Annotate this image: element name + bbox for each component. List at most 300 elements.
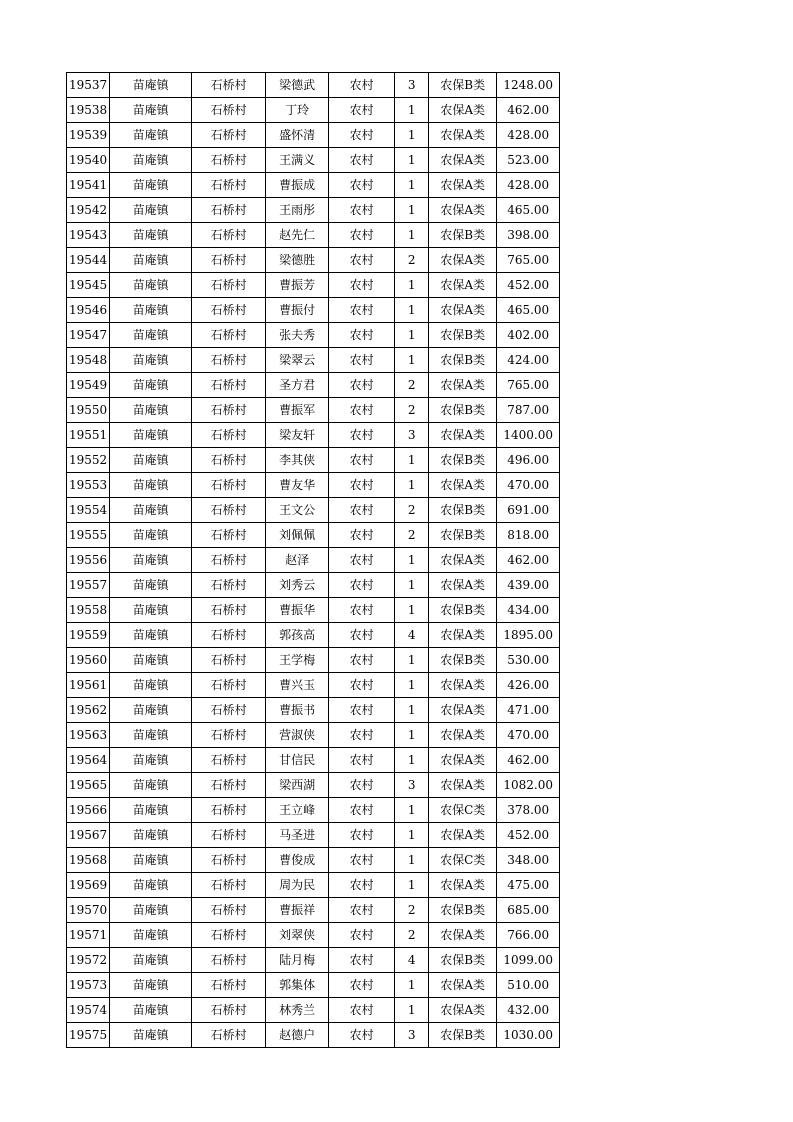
member-count-cell: 1: [395, 873, 429, 898]
table-row: [67, 73, 560, 98]
category-cell: 农保B类: [429, 1023, 497, 1048]
record-id-cell: 19559: [67, 623, 110, 648]
town-cell: 苗庵镇: [110, 823, 192, 848]
category-cell: 农保B类: [429, 348, 497, 373]
record-id-cell: 19550: [67, 398, 110, 423]
table-row: [67, 248, 560, 273]
amount-cell: 462.00: [497, 98, 560, 123]
household-type-cell: 农村: [329, 148, 395, 173]
household-type-cell: 农村: [329, 923, 395, 948]
town-cell: 苗庵镇: [110, 373, 192, 398]
town-cell: 苗庵镇: [110, 523, 192, 548]
household-type-cell: 农村: [329, 648, 395, 673]
household-type-cell: 农村: [329, 498, 395, 523]
name-cell: 刘翠侠: [266, 923, 329, 948]
table-body: [67, 73, 560, 1048]
village-cell: 石桥村: [192, 1023, 266, 1048]
member-count-cell: 1: [395, 223, 429, 248]
name-cell: 圣方君: [266, 373, 329, 398]
name-cell: 曹振军: [266, 398, 329, 423]
table-row: [67, 623, 560, 648]
amount-cell: 471.00: [497, 698, 560, 723]
household-type-cell: 农村: [329, 948, 395, 973]
household-type-cell: 农村: [329, 573, 395, 598]
name-cell: 赵德户: [266, 1023, 329, 1048]
village-cell: 石桥村: [192, 773, 266, 798]
category-cell: 农保A类: [429, 548, 497, 573]
village-cell: 石桥村: [192, 898, 266, 923]
amount-cell: 402.00: [497, 323, 560, 348]
table-row: [67, 198, 560, 223]
village-cell: 石桥村: [192, 348, 266, 373]
town-cell: 苗庵镇: [110, 948, 192, 973]
category-cell: 农保A类: [429, 423, 497, 448]
name-cell: 王立峰: [266, 798, 329, 823]
table-row: [67, 223, 560, 248]
village-cell: 石桥村: [192, 198, 266, 223]
household-type-cell: 农村: [329, 998, 395, 1023]
town-cell: 苗庵镇: [110, 73, 192, 98]
village-cell: 石桥村: [192, 598, 266, 623]
household-type-cell: 农村: [329, 248, 395, 273]
name-cell: 梁翠云: [266, 348, 329, 373]
record-id-cell: 19551: [67, 423, 110, 448]
town-cell: 苗庵镇: [110, 498, 192, 523]
member-count-cell: 1: [395, 98, 429, 123]
name-cell: 周为民: [266, 873, 329, 898]
amount-cell: 434.00: [497, 598, 560, 623]
record-id-cell: 19549: [67, 373, 110, 398]
name-cell: 梁西湖: [266, 773, 329, 798]
record-id-cell: 19543: [67, 223, 110, 248]
village-cell: 石桥村: [192, 473, 266, 498]
town-cell: 苗庵镇: [110, 98, 192, 123]
record-id-cell: 19574: [67, 998, 110, 1023]
table-row: [67, 673, 560, 698]
village-cell: 石桥村: [192, 698, 266, 723]
table-row: [67, 423, 560, 448]
household-type-cell: 农村: [329, 873, 395, 898]
name-cell: 赵先仁: [266, 223, 329, 248]
town-cell: 苗庵镇: [110, 998, 192, 1023]
village-cell: 石桥村: [192, 548, 266, 573]
amount-cell: 1082.00: [497, 773, 560, 798]
record-id-cell: 19542: [67, 198, 110, 223]
category-cell: 农保A类: [429, 573, 497, 598]
table-row: [67, 948, 560, 973]
member-count-cell: 1: [395, 723, 429, 748]
household-type-cell: 农村: [329, 673, 395, 698]
table-row: [67, 748, 560, 773]
member-count-cell: 1: [395, 123, 429, 148]
town-cell: 苗庵镇: [110, 648, 192, 673]
town-cell: 苗庵镇: [110, 148, 192, 173]
name-cell: 张夫秀: [266, 323, 329, 348]
table-row: [67, 698, 560, 723]
name-cell: 王文公: [266, 498, 329, 523]
name-cell: 梁德武: [266, 73, 329, 98]
amount-cell: 685.00: [497, 898, 560, 923]
village-cell: 石桥村: [192, 273, 266, 298]
table-row: [67, 523, 560, 548]
record-id-cell: 19541: [67, 173, 110, 198]
member-count-cell: 1: [395, 598, 429, 623]
member-count-cell: 2: [395, 898, 429, 923]
town-cell: 苗庵镇: [110, 323, 192, 348]
town-cell: 苗庵镇: [110, 623, 192, 648]
member-count-cell: 2: [395, 523, 429, 548]
household-type-cell: 农村: [329, 798, 395, 823]
name-cell: 林秀兰: [266, 998, 329, 1023]
category-cell: 农保A类: [429, 673, 497, 698]
amount-cell: 462.00: [497, 748, 560, 773]
village-cell: 石桥村: [192, 123, 266, 148]
amount-cell: 510.00: [497, 973, 560, 998]
household-type-cell: 农村: [329, 173, 395, 198]
category-cell: 农保B类: [429, 898, 497, 923]
town-cell: 苗庵镇: [110, 923, 192, 948]
town-cell: 苗庵镇: [110, 398, 192, 423]
household-type-cell: 农村: [329, 548, 395, 573]
table-row: [67, 873, 560, 898]
table-row: [67, 173, 560, 198]
category-cell: 农保B类: [429, 598, 497, 623]
name-cell: 曹振成: [266, 173, 329, 198]
record-id-cell: 19556: [67, 548, 110, 573]
amount-cell: 496.00: [497, 448, 560, 473]
amount-cell: 787.00: [497, 398, 560, 423]
village-cell: 石桥村: [192, 798, 266, 823]
amount-cell: 470.00: [497, 723, 560, 748]
category-cell: 农保A类: [429, 823, 497, 848]
household-type-cell: 农村: [329, 373, 395, 398]
household-type-cell: 农村: [329, 473, 395, 498]
household-type-cell: 农村: [329, 123, 395, 148]
record-id-cell: 19546: [67, 298, 110, 323]
village-cell: 石桥村: [192, 873, 266, 898]
town-cell: 苗庵镇: [110, 273, 192, 298]
category-cell: 农保A类: [429, 373, 497, 398]
member-count-cell: 2: [395, 398, 429, 423]
amount-cell: 765.00: [497, 373, 560, 398]
table-row: [67, 573, 560, 598]
member-count-cell: 1: [395, 848, 429, 873]
amount-cell: 523.00: [497, 148, 560, 173]
category-cell: 农保A类: [429, 173, 497, 198]
name-cell: 王雨彤: [266, 198, 329, 223]
household-type-cell: 农村: [329, 898, 395, 923]
table-row: [67, 123, 560, 148]
table-row: [67, 473, 560, 498]
household-type-cell: 农村: [329, 523, 395, 548]
record-id-cell: 19558: [67, 598, 110, 623]
category-cell: 农保A类: [429, 698, 497, 723]
record-id-cell: 19568: [67, 848, 110, 873]
amount-cell: 691.00: [497, 498, 560, 523]
village-cell: 石桥村: [192, 848, 266, 873]
member-count-cell: 2: [395, 498, 429, 523]
data-table: [66, 72, 560, 1048]
household-type-cell: 农村: [329, 323, 395, 348]
household-type-cell: 农村: [329, 973, 395, 998]
member-count-cell: 1: [395, 673, 429, 698]
record-id-cell: 19575: [67, 1023, 110, 1048]
household-type-cell: 农村: [329, 298, 395, 323]
town-cell: 苗庵镇: [110, 898, 192, 923]
name-cell: 郭孩高: [266, 623, 329, 648]
name-cell: 营淑侠: [266, 723, 329, 748]
member-count-cell: 1: [395, 698, 429, 723]
town-cell: 苗庵镇: [110, 873, 192, 898]
household-type-cell: 农村: [329, 423, 395, 448]
table-row: [67, 398, 560, 423]
amount-cell: 765.00: [497, 248, 560, 273]
category-cell: 农保A类: [429, 248, 497, 273]
category-cell: 农保B类: [429, 448, 497, 473]
member-count-cell: 1: [395, 473, 429, 498]
category-cell: 农保A类: [429, 923, 497, 948]
town-cell: 苗庵镇: [110, 848, 192, 873]
record-id-cell: 19537: [67, 73, 110, 98]
name-cell: 盛怀清: [266, 123, 329, 148]
table-row: [67, 773, 560, 798]
amount-cell: 378.00: [497, 798, 560, 823]
category-cell: 农保A类: [429, 623, 497, 648]
category-cell: 农保B类: [429, 223, 497, 248]
member-count-cell: 3: [395, 773, 429, 798]
member-count-cell: 1: [395, 298, 429, 323]
record-id-cell: 19544: [67, 248, 110, 273]
town-cell: 苗庵镇: [110, 1023, 192, 1048]
village-cell: 石桥村: [192, 973, 266, 998]
table-row: [67, 323, 560, 348]
member-count-cell: 4: [395, 623, 429, 648]
town-cell: 苗庵镇: [110, 573, 192, 598]
table-row: [67, 498, 560, 523]
member-count-cell: 1: [395, 173, 429, 198]
name-cell: 梁德胜: [266, 248, 329, 273]
village-cell: 石桥村: [192, 323, 266, 348]
record-id-cell: 19565: [67, 773, 110, 798]
table-row: [67, 98, 560, 123]
category-cell: 农保B类: [429, 398, 497, 423]
village-cell: 石桥村: [192, 223, 266, 248]
town-cell: 苗庵镇: [110, 123, 192, 148]
category-cell: 农保A类: [429, 298, 497, 323]
name-cell: 曹振芳: [266, 273, 329, 298]
town-cell: 苗庵镇: [110, 723, 192, 748]
amount-cell: 1400.00: [497, 423, 560, 448]
household-type-cell: 农村: [329, 723, 395, 748]
household-type-cell: 农村: [329, 773, 395, 798]
category-cell: 农保B类: [429, 948, 497, 973]
town-cell: 苗庵镇: [110, 473, 192, 498]
member-count-cell: 1: [395, 548, 429, 573]
name-cell: 郭集体: [266, 973, 329, 998]
village-cell: 石桥村: [192, 398, 266, 423]
name-cell: 曹振祥: [266, 898, 329, 923]
category-cell: 农保B类: [429, 73, 497, 98]
town-cell: 苗庵镇: [110, 198, 192, 223]
record-id-cell: 19555: [67, 523, 110, 548]
member-count-cell: 1: [395, 198, 429, 223]
village-cell: 石桥村: [192, 248, 266, 273]
amount-cell: 1099.00: [497, 948, 560, 973]
name-cell: 梁友轩: [266, 423, 329, 448]
village-cell: 石桥村: [192, 648, 266, 673]
category-cell: 农保B类: [429, 323, 497, 348]
amount-cell: 1030.00: [497, 1023, 560, 1048]
village-cell: 石桥村: [192, 823, 266, 848]
category-cell: 农保A类: [429, 748, 497, 773]
member-count-cell: 1: [395, 648, 429, 673]
village-cell: 石桥村: [192, 723, 266, 748]
village-cell: 石桥村: [192, 923, 266, 948]
name-cell: 刘佩佩: [266, 523, 329, 548]
town-cell: 苗庵镇: [110, 673, 192, 698]
town-cell: 苗庵镇: [110, 748, 192, 773]
village-cell: 石桥村: [192, 73, 266, 98]
record-id-cell: 19566: [67, 798, 110, 823]
name-cell: 李其侠: [266, 448, 329, 473]
record-id-cell: 19572: [67, 948, 110, 973]
village-cell: 石桥村: [192, 748, 266, 773]
table-row: [67, 998, 560, 1023]
name-cell: 曹友华: [266, 473, 329, 498]
category-cell: 农保A类: [429, 873, 497, 898]
town-cell: 苗庵镇: [110, 798, 192, 823]
category-cell: 农保A类: [429, 273, 497, 298]
table-row: [67, 798, 560, 823]
table-row: [67, 823, 560, 848]
record-id-cell: 19548: [67, 348, 110, 373]
record-id-cell: 19570: [67, 898, 110, 923]
name-cell: 王满义: [266, 148, 329, 173]
amount-cell: 1248.00: [497, 73, 560, 98]
town-cell: 苗庵镇: [110, 348, 192, 373]
town-cell: 苗庵镇: [110, 448, 192, 473]
member-count-cell: 1: [395, 348, 429, 373]
amount-cell: 348.00: [497, 848, 560, 873]
record-id-cell: 19540: [67, 148, 110, 173]
amount-cell: 452.00: [497, 273, 560, 298]
table-row: [67, 648, 560, 673]
member-count-cell: 1: [395, 798, 429, 823]
table-row: [67, 723, 560, 748]
table-row: [67, 273, 560, 298]
table-row: [67, 298, 560, 323]
name-cell: 陆月梅: [266, 948, 329, 973]
member-count-cell: 1: [395, 148, 429, 173]
category-cell: 农保A类: [429, 998, 497, 1023]
village-cell: 石桥村: [192, 173, 266, 198]
amount-cell: 428.00: [497, 123, 560, 148]
village-cell: 石桥村: [192, 523, 266, 548]
town-cell: 苗庵镇: [110, 298, 192, 323]
member-count-cell: 1: [395, 748, 429, 773]
household-type-cell: 农村: [329, 823, 395, 848]
member-count-cell: 2: [395, 248, 429, 273]
member-count-cell: 2: [395, 373, 429, 398]
name-cell: 曹兴玉: [266, 673, 329, 698]
table-row: [67, 598, 560, 623]
table-row: [67, 923, 560, 948]
town-cell: 苗庵镇: [110, 423, 192, 448]
table-row: [67, 848, 560, 873]
member-count-cell: 1: [395, 998, 429, 1023]
category-cell: 农保C类: [429, 848, 497, 873]
town-cell: 苗庵镇: [110, 248, 192, 273]
amount-cell: 428.00: [497, 173, 560, 198]
household-type-cell: 农村: [329, 98, 395, 123]
village-cell: 石桥村: [192, 448, 266, 473]
amount-cell: 766.00: [497, 923, 560, 948]
name-cell: 曹振华: [266, 598, 329, 623]
record-id-cell: 19567: [67, 823, 110, 848]
household-type-cell: 农村: [329, 748, 395, 773]
amount-cell: 818.00: [497, 523, 560, 548]
town-cell: 苗庵镇: [110, 598, 192, 623]
amount-cell: 462.00: [497, 548, 560, 573]
household-type-cell: 农村: [329, 848, 395, 873]
table-row: [67, 348, 560, 373]
name-cell: 曹振书: [266, 698, 329, 723]
town-cell: 苗庵镇: [110, 973, 192, 998]
household-type-cell: 农村: [329, 348, 395, 373]
category-cell: 农保B类: [429, 523, 497, 548]
household-type-cell: 农村: [329, 398, 395, 423]
table-row: [67, 1023, 560, 1048]
household-type-cell: 农村: [329, 698, 395, 723]
category-cell: 农保A类: [429, 723, 497, 748]
member-count-cell: 1: [395, 973, 429, 998]
member-count-cell: 1: [395, 573, 429, 598]
record-id-cell: 19564: [67, 748, 110, 773]
record-id-cell: 19557: [67, 573, 110, 598]
village-cell: 石桥村: [192, 373, 266, 398]
category-cell: 农保A类: [429, 198, 497, 223]
record-id-cell: 19562: [67, 698, 110, 723]
table-row: [67, 148, 560, 173]
amount-cell: 475.00: [497, 873, 560, 898]
name-cell: 马圣进: [266, 823, 329, 848]
household-type-cell: 农村: [329, 448, 395, 473]
member-count-cell: 3: [395, 423, 429, 448]
name-cell: 曹振付: [266, 298, 329, 323]
table-row: [67, 373, 560, 398]
category-cell: 农保B类: [429, 498, 497, 523]
table-row: [67, 898, 560, 923]
table-row: [67, 973, 560, 998]
category-cell: 农保A类: [429, 98, 497, 123]
member-count-cell: 1: [395, 448, 429, 473]
village-cell: 石桥村: [192, 948, 266, 973]
record-id-cell: 19561: [67, 673, 110, 698]
amount-cell: 530.00: [497, 648, 560, 673]
category-cell: 农保C类: [429, 798, 497, 823]
village-cell: 石桥村: [192, 998, 266, 1023]
record-id-cell: 19569: [67, 873, 110, 898]
village-cell: 石桥村: [192, 573, 266, 598]
record-id-cell: 19571: [67, 923, 110, 948]
town-cell: 苗庵镇: [110, 698, 192, 723]
category-cell: 农保A类: [429, 123, 497, 148]
record-id-cell: 19573: [67, 973, 110, 998]
amount-cell: 470.00: [497, 473, 560, 498]
household-type-cell: 农村: [329, 598, 395, 623]
record-id-cell: 19545: [67, 273, 110, 298]
household-type-cell: 农村: [329, 73, 395, 98]
